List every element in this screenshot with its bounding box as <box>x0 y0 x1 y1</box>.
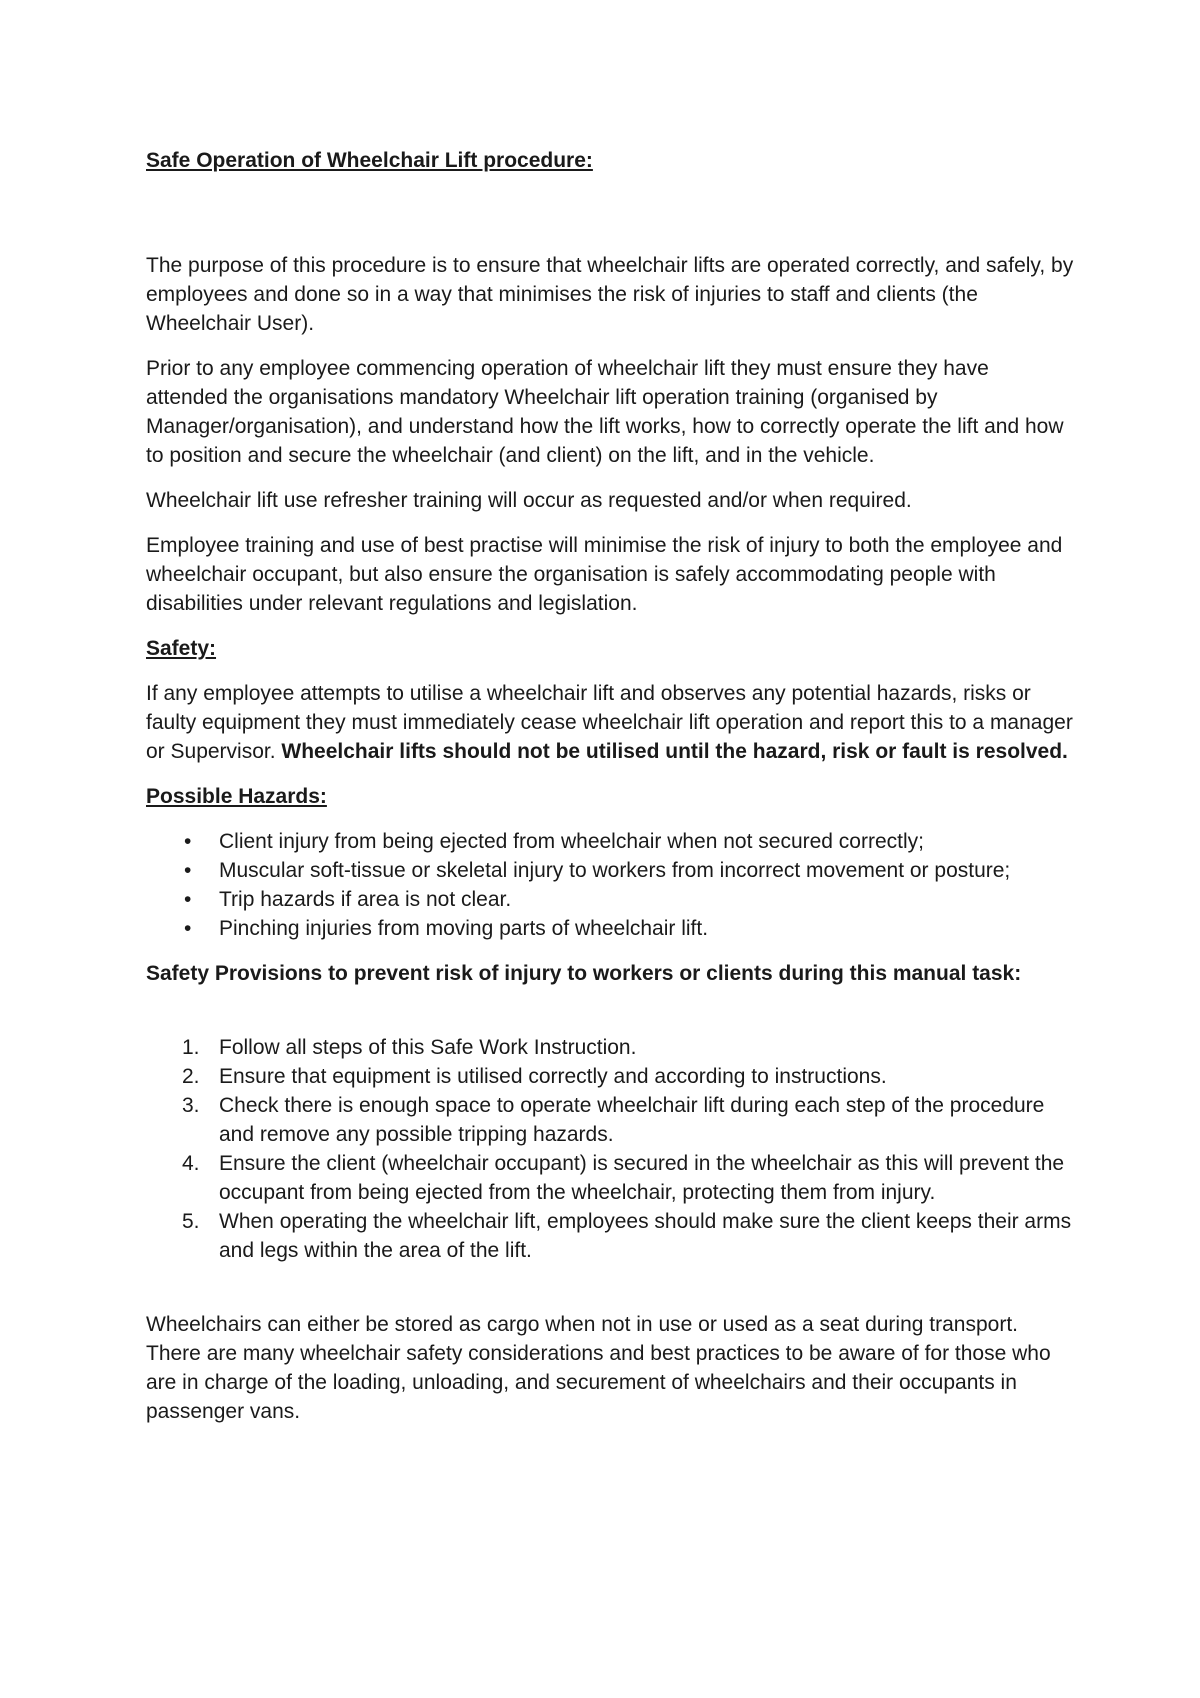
hazard-item-text: Muscular soft-tissue or skeletal injury to workers from incorrect movement or posture; <box>219 859 1011 882</box>
provisions-list <box>146 1033 1076 1265</box>
purpose-paragraph: The purpose of this procedure is to ensure that wheelchair lifts are operated correctly, and safely, by employees and done so in a way that minimises the risk of injuries to staff and clients (the Wheelchair User). <box>146 254 1074 335</box>
provision-item-text: Ensure the client (wheelchair occupant) is secured in the wheelchair as this will prevent the occupant from being ejected from the wheelchair, protecting them from injury. <box>219 1152 1065 1204</box>
training-requirement-paragraph: Prior to any employee commencing operation of wheelchair lift they must ensure they have attended the organisations mandatory Wheelchair lift operation training (organised by Manager/organisation), and understand how the lift works, how to correctly operate the lift and how to position and secure the wheelchair (and client) on the lift, and in the vehicle. <box>146 357 1064 467</box>
hazard-item <box>146 856 1076 885</box>
hazards-list <box>146 827 1076 943</box>
document-title: Safe Operation of Wheelchair Lift procedure: <box>146 149 593 172</box>
bullet-icon: • <box>184 830 192 853</box>
hazard-item <box>146 885 1076 914</box>
best-practise-paragraph: Employee training and use of best practise will minimise the risk of injury to both the employee and wheelchair occupant, but also ensure the organisation is safely accommodating people with disabilities under relevant regulations and legislation. <box>146 534 1063 615</box>
provision-item-text: Check there is enough space to operate wheelchair lift during each step of the procedure and remove any possible tripping hazards. <box>219 1094 1045 1146</box>
provision-item-text: Ensure that equipment is utilised correctly and according to instructions. <box>219 1065 887 1088</box>
hazards-heading: Possible Hazards: <box>146 785 327 808</box>
hazard-item <box>146 827 1076 856</box>
provision-item <box>146 1207 1076 1265</box>
safety-heading: Safety: <box>146 637 217 660</box>
hazard-item <box>146 914 1076 943</box>
provision-item <box>146 1091 1076 1149</box>
hazard-item-text: Trip hazards if area is not clear. <box>219 888 512 911</box>
provision-item <box>146 1062 1076 1091</box>
document-content <box>146 146 1076 1442</box>
bullet-icon: • <box>184 859 192 882</box>
provision-number: 3. <box>182 1094 200 1117</box>
provision-number: 5. <box>182 1210 200 1233</box>
refresher-training-paragraph: Wheelchair lift use refresher training will occur as requested and/or when required. <box>146 489 912 512</box>
hazard-item-text: Client injury from being ejected from wheelchair when not secured correctly; <box>219 830 924 853</box>
safety-paragraph <box>146 679 1076 766</box>
safety-text: If any employee attempts to utilise a wheelchair lift and observes any potential hazards, risks or faulty equipment they must immediately cease wheelchair lift operation and report this to a manager or Supervisor. <box>146 682 1073 763</box>
provisions-heading: Safety Provisions to prevent risk of injury to workers or clients during this manual task: <box>146 962 1022 985</box>
closing-paragraph: Wheelchairs can either be stored as cargo when not in use or used as a seat during transport. There are many wheelchair safety considerations and best practices to be aware of for those who are in charge of the loading, unloading, and securement of wheelchairs and their occupants in passenger vans. <box>146 1313 1051 1423</box>
bullet-icon: • <box>184 888 192 911</box>
provision-item <box>146 1149 1076 1207</box>
bullet-icon: • <box>184 917 192 940</box>
provision-item-text: Follow all steps of this Safe Work Instruction. <box>219 1036 637 1059</box>
provision-number: 2. <box>182 1065 200 1088</box>
provision-number: 4. <box>182 1152 200 1175</box>
provision-item <box>146 1033 1076 1062</box>
provision-number: 1. <box>182 1036 200 1059</box>
provision-item-text: When operating the wheelchair lift, employees should make sure the client keeps their arms and legs within the area of the lift. <box>219 1210 1072 1262</box>
hazard-item-text: Pinching injuries from moving parts of wheelchair lift. <box>219 917 709 940</box>
safety-bold-text: Wheelchair lifts should not be utilised until the hazard, risk or fault is resolved. <box>281 740 1068 763</box>
